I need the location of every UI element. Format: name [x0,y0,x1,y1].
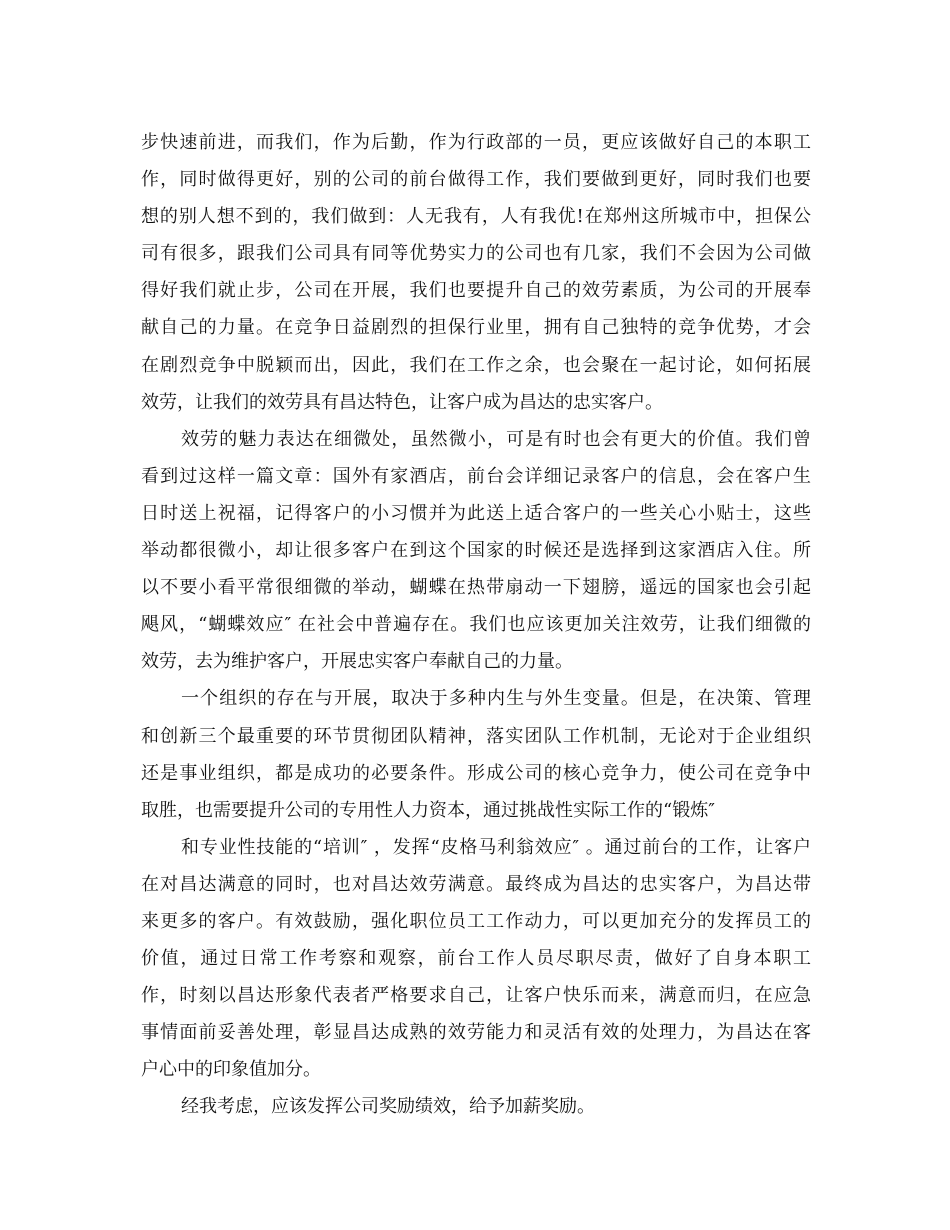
text-line: 一个组织的存在与开展，取决于多种内生与外生变量。但是，在决策、管理 [181,688,811,710]
text-line: 步快速前进，而我们，作为后勤，作为行政部的一员，更应该做好自己的本职工 [141,132,811,153]
text-line: 经我考虑，应该发挥公司奖励绩效，给予加薪奖励。 [181,1096,595,1118]
text-line: 效劳，让我们的效劳具有昌达特色，让客户成为昌达的忠实客户。 [141,391,663,413]
text-line: 看到过这样一篇文章：国外有家酒店，前台会详细记录客户的信息，会在客户生 [141,465,811,487]
text-line: 还是事业组织，都是成功的必要条件。形成公司的核心竞争力，使公司在竞争中 [141,762,811,784]
text-line: 得好我们就止步，公司在开展，我们也要提升自己的效劳素质，为公司的开展奉 [141,280,811,302]
text-line: 来更多的客户。有效鼓励，强化职位员工工作动力，可以更加充分的发挥员工的 [141,910,811,932]
text-line: 和创新三个最重要的环节贯彻团队精神，落实团队工作机制，无论对于企业组织 [141,725,811,747]
text-line: 效劳，去为维护客户，开展忠实客户奉献自己的力量。 [141,651,573,673]
text-line: 和专业性技能的“培训″ ，发挥“皮格马利翁效应″ 。通过前台的工作，让客户 [181,836,811,858]
text-line: 举动都很微小，却让很多客户在到这个国家的时候还是选择到这家酒店入住。所 [141,540,811,562]
text-line: 献自己的力量。在竞争日益剧烈的担保行业里，拥有自己独特的竞争优势，才会 [141,317,811,339]
text-line: 价值，通过日常工作考察和观察，前台工作人员尽职尽责，做好了自身本职工 [141,948,811,970]
text-line: 效劳的魅力表达在细微处，虽然微小，可是有时也会有更大的价值。我们曾 [181,428,811,450]
text-line: 取胜，也需要提升公司的专用性人力资本，通过挑战性实际工作的“锻炼″ [141,799,715,821]
text-line: 作，同时做得更好，别的公司的前台做得工作，我们要做到更好，同时我们也要 [141,169,811,191]
text-line: 司有很多，跟我们公司具有同等优势实力的公司也有几家，我们不会因为公司做 [141,243,811,265]
text-line: 在剧烈竞争中脱颖而出，因此，我们在工作之余，也会聚在一起讨论，如何拓展 [141,354,811,376]
text-line: 以不要小看平常很细微的举动，蝴蝶在热带扇动一下翅膀，遥远的国家也会引起 [141,577,811,599]
text-line: 想的别人想不到的，我们做到：人无我有，人有我优!在郑州这所城市中，担保公 [141,206,811,228]
text-line: 作，时刻以昌达形象代表者严格要求自己，让客户快乐而来，满意而归，在应急 [141,985,811,1007]
text-line: 在对昌达满意的同时，也对昌达效劳满意。最终成为昌达的忠实客户，为昌达带 [141,873,811,895]
text-line: 户心中的印象值加分。 [141,1059,321,1081]
body-text [141,124,811,1126]
text-line: 飓风，“蝴蝶效应″ 在社会中普遍存在。我们也应该更加关注效劳，让我们细微的 [141,614,811,636]
text-line: 事情面前妥善处理，彰显昌达成熟的效劳能力和灵活有效的处理力，为昌达在客 [141,1022,811,1044]
text-line: 日时送上祝福，记得客户的小习惯并为此送上适合客户的一些关心小贴士，这些 [141,502,811,524]
